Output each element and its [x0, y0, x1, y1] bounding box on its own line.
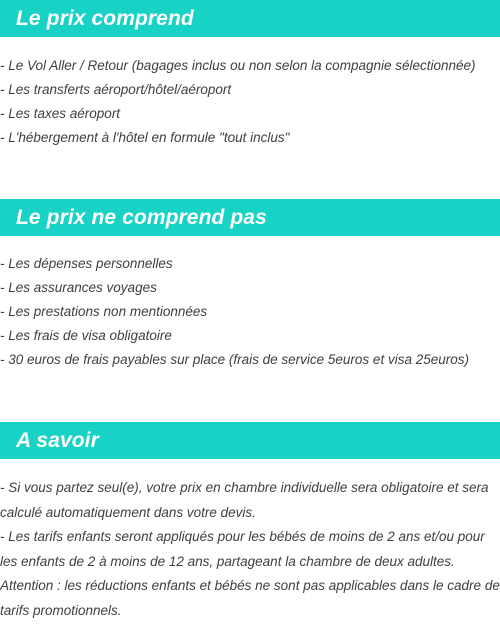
list-item: - 30 euros de frais payables sur place (frais de service 5euros et visa 25euros) [0, 352, 469, 367]
section-title: Le prix comprend [16, 6, 194, 30]
list-item: - Les assurances voyages [0, 280, 157, 295]
list-item: - Les dépenses personnelles [0, 256, 173, 271]
section-title: A savoir [16, 428, 99, 452]
section-title: Le prix ne comprend pas [16, 205, 267, 229]
section-header-a-savoir [0, 422, 500, 459]
list-item: - Les transferts aéroport/hôtel/aéroport [0, 82, 232, 97]
list-item: - Les frais de visa obligatoire [0, 328, 172, 343]
info-paragraph: Attention : les réductions enfants et bébés ne sont pas applicables dans le cadre de tarifs promotionnels. [0, 578, 500, 618]
info-text [0, 476, 500, 623]
section-header-prix-ne-comprend-pas [0, 199, 500, 236]
list-item: - Les taxes aéroport [0, 106, 121, 121]
list-item: - Le Vol Aller / Retour (bagages inclus ou non selon la compagnie sélectionnée) [0, 58, 476, 73]
info-paragraph: - Si vous partez seul(e), votre prix en chambre individuelle sera obligatoire et sera calculé automatiquement dans votre devis. [0, 480, 489, 520]
list-item: - L'hébergement à l'hôtel en formule "tout inclus" [0, 130, 290, 145]
excluded-list [0, 252, 500, 372]
section-header-prix-comprend [0, 0, 500, 37]
list-item: - Les prestations non mentionnées [0, 304, 208, 319]
info-paragraph: - Les tarifs enfants seront appliqués pour les bébés de moins de 2 ans et/ou pour les enfants de 2 à moins de 12 ans, partageant la chambre de deux adultes. [0, 529, 485, 569]
included-list [0, 54, 500, 150]
